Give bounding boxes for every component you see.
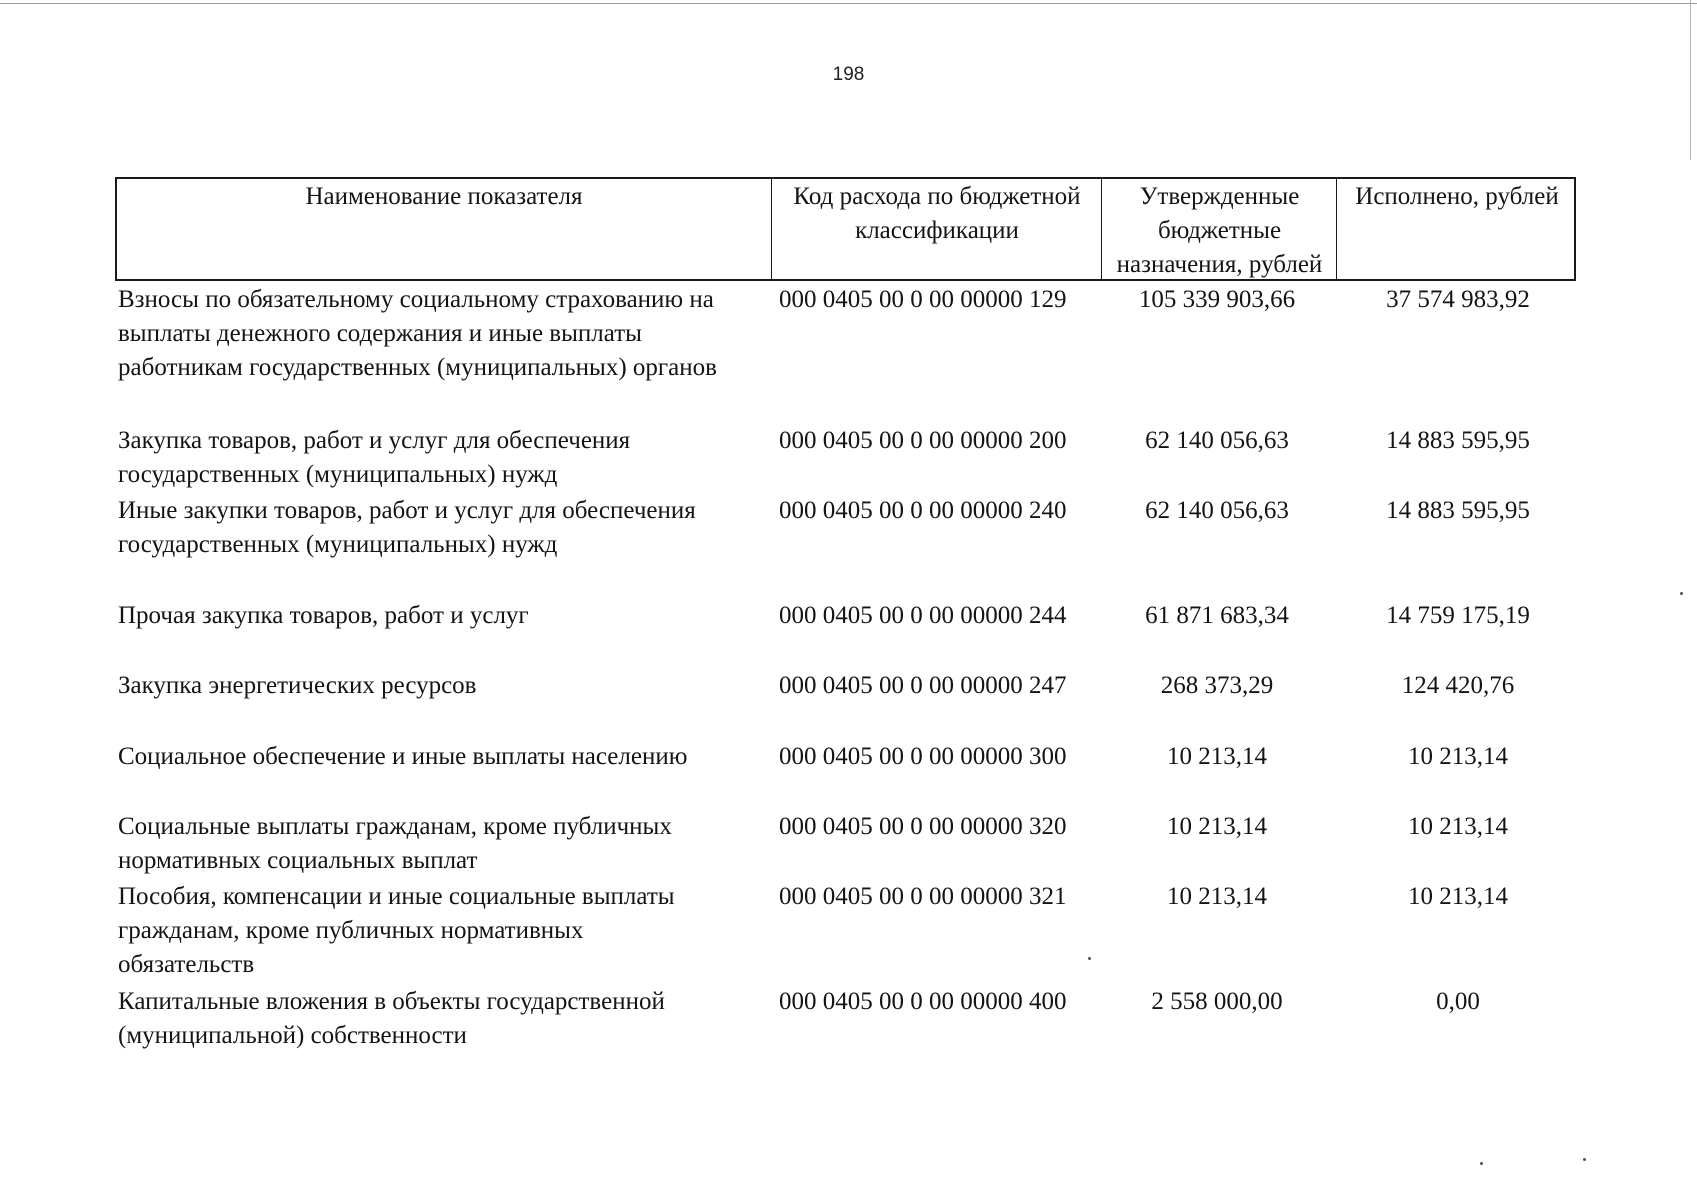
row-code: 000 0405 00 0 00 00000 129 xyxy=(779,286,1067,313)
row-approved: 268 373,29 xyxy=(1160,672,1274,699)
row-name: Капитальные вложения в объекты государственной (муниципальной) собственности xyxy=(118,988,665,1049)
row-executed: 14 883 595,95 xyxy=(1386,497,1530,524)
row-approved: 10 213,14 xyxy=(1167,883,1267,910)
row-approved: 10 213,14 xyxy=(1167,813,1267,840)
row-code: 000 0405 00 0 00 00000 244 xyxy=(779,602,1067,629)
row-executed: 37 574 983,92 xyxy=(1386,286,1530,313)
row-code: 000 0405 00 0 00 00000 400 xyxy=(779,988,1067,1015)
page-number: 198 xyxy=(832,64,865,85)
row-executed: 10 213,14 xyxy=(1408,743,1508,770)
row-code: 000 0405 00 0 00 00000 321 xyxy=(779,883,1067,910)
row-executed: 10 213,14 xyxy=(1408,813,1508,840)
header-approved: Утвержденные бюджетные назначения, рублей xyxy=(1116,183,1323,278)
row-name: Социальные выплаты гражданам, кроме публичных нормативных социальных выплат xyxy=(118,813,672,874)
scan-speck xyxy=(1583,1158,1586,1161)
row-executed: 14 883 595,95 xyxy=(1386,427,1530,454)
row-name: Прочая закупка товаров, работ и услуг xyxy=(118,602,529,629)
row-executed: 14 759 175,19 xyxy=(1386,602,1530,629)
row-approved: 10 213,14 xyxy=(1167,743,1267,770)
row-code: 000 0405 00 0 00 00000 240 xyxy=(779,497,1067,524)
row-code: 000 0405 00 0 00 00000 320 xyxy=(779,813,1067,840)
row-code: 000 0405 00 0 00 00000 300 xyxy=(779,743,1067,770)
row-approved: 2 558 000,00 xyxy=(1151,988,1283,1015)
header-code: Код расхода по бюджетной классификации xyxy=(793,183,1081,244)
header-name: Наименование показателя xyxy=(305,183,583,210)
row-name: Взносы по обязательному социальному страхованию на выплаты денежного содержания и иные выплаты работникам государственных (муниципальных) органов xyxy=(118,286,717,381)
row-name: Закупка товаров, работ и услуг для обеспечения государственных (муниципальных) нужд xyxy=(118,427,631,488)
row-approved: 105 339 903,66 xyxy=(1138,286,1296,313)
scan-speck xyxy=(1480,1162,1483,1165)
header-executed: Исполнено, рублей xyxy=(1355,183,1559,210)
row-executed: 0,00 xyxy=(1436,988,1480,1015)
row-code: 000 0405 00 0 00 00000 200 xyxy=(779,427,1067,454)
row-code: 000 0405 00 0 00 00000 247 xyxy=(779,672,1067,699)
top-scan-edge xyxy=(0,3,1697,4)
header-divider-2 xyxy=(1101,177,1102,281)
row-approved: 62 140 056,63 xyxy=(1145,427,1289,454)
row-name: Иные закупки товаров, работ и услуг для обеспечения государственных (муниципальных) нужд xyxy=(118,497,696,558)
row-name: Закупка энергетических ресурсов xyxy=(118,672,477,699)
row-executed: 10 213,14 xyxy=(1408,883,1508,910)
row-approved: 61 871 683,34 xyxy=(1145,602,1289,629)
row-name: Социальное обеспечение и иные выплаты населению xyxy=(118,743,688,770)
row-name: Пособия, компенсации и иные социальные выплаты гражданам, кроме публичных нормативных обязательств xyxy=(118,883,675,978)
scan-speck xyxy=(1680,592,1683,595)
header-divider-3 xyxy=(1336,177,1337,281)
scan-speck xyxy=(1088,957,1091,960)
row-executed: 124 420,76 xyxy=(1401,672,1515,699)
header-divider-1 xyxy=(771,177,772,281)
row-approved: 62 140 056,63 xyxy=(1145,497,1289,524)
